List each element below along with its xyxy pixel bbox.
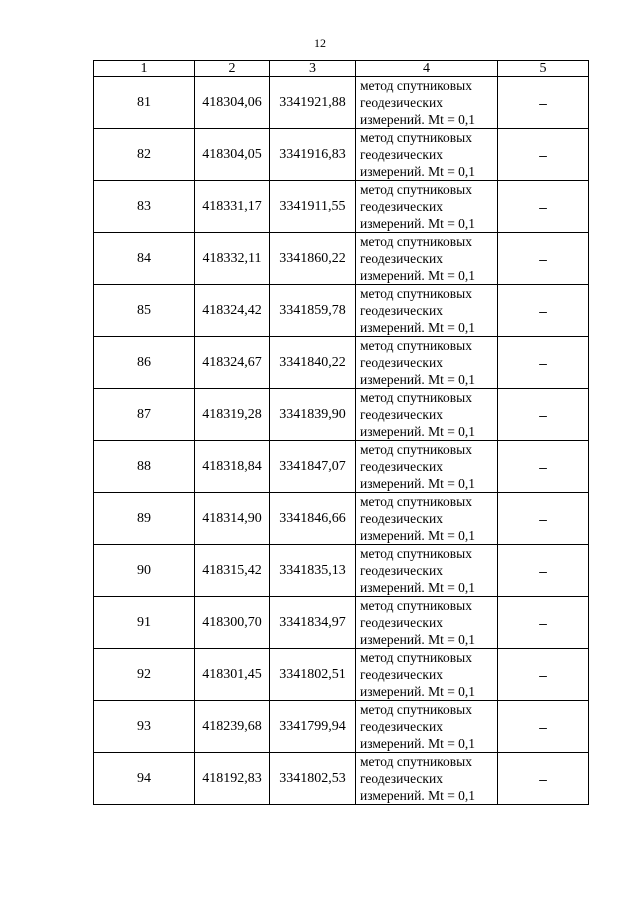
note-cell: – <box>498 285 589 337</box>
header-cell-2: 2 <box>195 61 270 77</box>
point-number-cell: 93 <box>94 701 195 753</box>
x-coordinate-cell: 418301,45 <box>195 649 270 701</box>
point-number-cell: 88 <box>94 441 195 493</box>
x-coordinate-cell: 418324,42 <box>195 285 270 337</box>
table-row <box>94 545 589 597</box>
point-number-cell: 82 <box>94 129 195 181</box>
y-coordinate-cell: 3341859,78 <box>270 285 356 337</box>
x-coordinate-cell: 418304,06 <box>195 77 270 129</box>
y-coordinate-cell: 3341802,53 <box>270 753 356 805</box>
method-cell: метод спутниковых геодезических измерений. Mt = 0,1 <box>356 285 498 337</box>
header-cell-1: 1 <box>94 61 195 77</box>
point-number-cell: 91 <box>94 597 195 649</box>
point-number-cell: 92 <box>94 649 195 701</box>
header-row <box>94 61 589 77</box>
x-coordinate-cell: 418318,84 <box>195 441 270 493</box>
table-row <box>94 597 589 649</box>
point-number-cell: 89 <box>94 493 195 545</box>
y-coordinate-cell: 3341847,07 <box>270 441 356 493</box>
x-coordinate-cell: 418304,05 <box>195 129 270 181</box>
note-cell: – <box>498 493 589 545</box>
method-cell: метод спутниковых геодезических измерений. Mt = 0,1 <box>356 649 498 701</box>
y-coordinate-cell: 3341911,55 <box>270 181 356 233</box>
point-number-cell: 86 <box>94 337 195 389</box>
y-coordinate-cell: 3341860,22 <box>270 233 356 285</box>
note-cell: – <box>498 701 589 753</box>
note-cell: – <box>498 181 589 233</box>
coordinates-table <box>93 60 589 805</box>
table-row <box>94 337 589 389</box>
x-coordinate-cell: 418192,83 <box>195 753 270 805</box>
note-cell: – <box>498 545 589 597</box>
table-row <box>94 649 589 701</box>
table-row <box>94 181 589 233</box>
header-cell-4: 4 <box>356 61 498 77</box>
point-number-cell: 81 <box>94 77 195 129</box>
method-cell: метод спутниковых геодезических измерений. Mt = 0,1 <box>356 129 498 181</box>
method-cell: метод спутниковых геодезических измерений. Mt = 0,1 <box>356 181 498 233</box>
point-number-cell: 94 <box>94 753 195 805</box>
header-cell-5: 5 <box>498 61 589 77</box>
y-coordinate-cell: 3341921,88 <box>270 77 356 129</box>
y-coordinate-cell: 3341916,83 <box>270 129 356 181</box>
note-cell: – <box>498 337 589 389</box>
page-number: 12 <box>314 36 326 50</box>
x-coordinate-cell: 418319,28 <box>195 389 270 441</box>
table-row <box>94 233 589 285</box>
table-row <box>94 389 589 441</box>
note-cell: – <box>498 649 589 701</box>
point-number-cell: 85 <box>94 285 195 337</box>
x-coordinate-cell: 418239,68 <box>195 701 270 753</box>
note-cell: – <box>498 129 589 181</box>
point-number-cell: 84 <box>94 233 195 285</box>
table-body <box>94 77 589 805</box>
y-coordinate-cell: 3341839,90 <box>270 389 356 441</box>
note-cell: – <box>498 389 589 441</box>
table-row <box>94 129 589 181</box>
y-coordinate-cell: 3341799,94 <box>270 701 356 753</box>
table-row <box>94 701 589 753</box>
table-row <box>94 753 589 805</box>
note-cell: – <box>498 77 589 129</box>
point-number-cell: 90 <box>94 545 195 597</box>
y-coordinate-cell: 3341840,22 <box>270 337 356 389</box>
method-cell: метод спутниковых геодезических измерений. Mt = 0,1 <box>356 753 498 805</box>
method-cell: метод спутниковых геодезических измерений. Mt = 0,1 <box>356 77 498 129</box>
method-cell: метод спутниковых геодезических измерений. Mt = 0,1 <box>356 597 498 649</box>
method-cell: метод спутниковых геодезических измерений. Mt = 0,1 <box>356 701 498 753</box>
y-coordinate-cell: 3341846,66 <box>270 493 356 545</box>
method-cell: метод спутниковых геодезических измерений. Mt = 0,1 <box>356 389 498 441</box>
table-row <box>94 285 589 337</box>
method-cell: метод спутниковых геодезических измерений. Mt = 0,1 <box>356 337 498 389</box>
table-row <box>94 77 589 129</box>
y-coordinate-cell: 3341834,97 <box>270 597 356 649</box>
y-coordinate-cell: 3341802,51 <box>270 649 356 701</box>
note-cell: – <box>498 753 589 805</box>
method-cell: метод спутниковых геодезических измерений. Mt = 0,1 <box>356 441 498 493</box>
table-row <box>94 441 589 493</box>
note-cell: – <box>498 597 589 649</box>
x-coordinate-cell: 418331,17 <box>195 181 270 233</box>
x-coordinate-cell: 418314,90 <box>195 493 270 545</box>
x-coordinate-cell: 418300,70 <box>195 597 270 649</box>
method-cell: метод спутниковых геодезических измерений. Mt = 0,1 <box>356 233 498 285</box>
point-number-cell: 87 <box>94 389 195 441</box>
point-number-cell: 83 <box>94 181 195 233</box>
note-cell: – <box>498 441 589 493</box>
x-coordinate-cell: 418324,67 <box>195 337 270 389</box>
method-cell: метод спутниковых геодезических измерений. Mt = 0,1 <box>356 493 498 545</box>
x-coordinate-cell: 418332,11 <box>195 233 270 285</box>
method-cell: метод спутниковых геодезических измерений. Mt = 0,1 <box>356 545 498 597</box>
header-cell-3: 3 <box>270 61 356 77</box>
note-cell: – <box>498 233 589 285</box>
x-coordinate-cell: 418315,42 <box>195 545 270 597</box>
table-row <box>94 493 589 545</box>
y-coordinate-cell: 3341835,13 <box>270 545 356 597</box>
